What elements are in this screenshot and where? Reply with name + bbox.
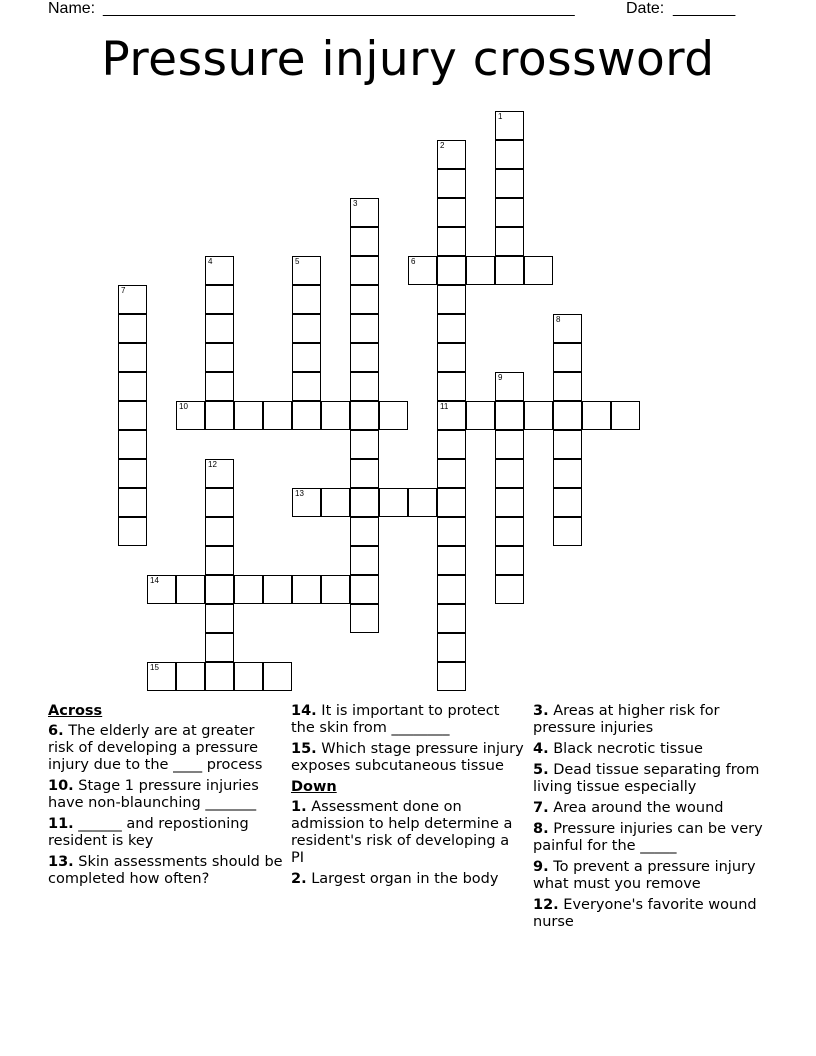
clue-number: 5 (295, 257, 300, 266)
grid-cell[interactable] (350, 517, 379, 546)
clue-number: 12 (208, 460, 217, 469)
grid-cell[interactable] (350, 343, 379, 372)
down-clue-7: 7. Area around the wound (533, 800, 724, 816)
grid-cell[interactable] (321, 401, 350, 430)
down-clue-12: 12. Everyone's favorite wound nurse (533, 897, 757, 930)
grid-cell[interactable] (437, 372, 466, 401)
grid-cell[interactable] (379, 488, 408, 517)
grid-cell[interactable] (234, 575, 263, 604)
grid-cell[interactable] (437, 169, 466, 198)
grid-cell[interactable] (321, 575, 350, 604)
grid-cell[interactable] (379, 401, 408, 430)
grid-cell[interactable] (350, 430, 379, 459)
grid-cell[interactable] (350, 372, 379, 401)
grid-cell[interactable] (176, 575, 205, 604)
grid-cell[interactable] (611, 401, 640, 430)
grid-cell[interactable] (292, 314, 321, 343)
grid-cell[interactable] (205, 372, 234, 401)
grid-cell[interactable] (350, 488, 379, 517)
grid-cell[interactable] (437, 227, 466, 256)
clue-number: 13 (295, 489, 304, 498)
grid-cell[interactable] (147, 662, 176, 691)
grid-cell[interactable] (118, 343, 147, 372)
grid-cell[interactable] (437, 575, 466, 604)
grid-cell[interactable] (205, 459, 234, 488)
across-clue-11: 11. ______ and repostioning resident is key (48, 816, 249, 849)
grid-cell[interactable] (495, 140, 524, 169)
grid-cell[interactable] (437, 517, 466, 546)
down-clue-3: 3. Areas at higher risk for pressure injuries (533, 703, 720, 736)
grid-cell[interactable] (582, 401, 611, 430)
grid-cell[interactable] (234, 662, 263, 691)
date-field[interactable]: _______ (673, 0, 736, 17)
grid-cell[interactable] (437, 459, 466, 488)
grid-cell[interactable] (350, 314, 379, 343)
grid-cell[interactable] (147, 575, 176, 604)
grid-cell[interactable] (350, 256, 379, 285)
grid-cell[interactable] (205, 633, 234, 662)
grid-cell[interactable] (118, 285, 147, 314)
across-clue-10: 10. Stage 1 pressure injuries have non-blaunching _______ (48, 778, 259, 811)
grid-cell[interactable] (495, 111, 524, 140)
grid-cell[interactable] (495, 546, 524, 575)
grid-cell[interactable] (176, 401, 205, 430)
grid-cell[interactable] (205, 401, 234, 430)
grid-cell[interactable] (495, 372, 524, 401)
grid-cell[interactable] (437, 546, 466, 575)
clue-number: 2 (440, 141, 445, 150)
grid-cell[interactable] (118, 517, 147, 546)
grid-cell[interactable] (205, 343, 234, 372)
down-clue-5: 5. Dead tissue separating from living tissue especially (533, 762, 760, 795)
clue-number: 11 (440, 402, 449, 411)
clue-number: 8 (556, 315, 561, 324)
grid-cell[interactable] (495, 488, 524, 517)
clue-number: 4 (208, 257, 213, 266)
across-heading: Across (48, 703, 103, 719)
down-clue-2: 2. Largest organ in the body (291, 871, 499, 887)
grid-cell[interactable] (350, 401, 379, 430)
grid-cell[interactable] (495, 517, 524, 546)
grid-cell[interactable] (408, 488, 437, 517)
grid-cell[interactable] (205, 575, 234, 604)
grid-cell[interactable] (437, 488, 466, 517)
grid-cell[interactable] (292, 575, 321, 604)
grid-cell[interactable] (466, 256, 495, 285)
grid-cell[interactable] (118, 401, 147, 430)
grid-cell[interactable] (553, 430, 582, 459)
grid-cell[interactable] (524, 256, 553, 285)
grid-cell[interactable] (553, 401, 582, 430)
grid-cell[interactable] (205, 285, 234, 314)
grid-cell[interactable] (321, 488, 350, 517)
grid-cell[interactable] (495, 198, 524, 227)
grid-cell[interactable] (553, 459, 582, 488)
grid-cell[interactable] (553, 488, 582, 517)
grid-cell[interactable] (350, 285, 379, 314)
across-clue-15: 15. Which stage pressure injury exposes subcutaneous tissue (291, 741, 524, 774)
grid-cell[interactable] (292, 285, 321, 314)
grid-cell[interactable] (118, 314, 147, 343)
down-clue-9: 9. To prevent a pressure injury what must you remove (533, 859, 756, 892)
name-field[interactable]: _____________________________________________________ (103, 0, 575, 17)
grid-cell[interactable] (437, 285, 466, 314)
grid-cell[interactable] (553, 517, 582, 546)
grid-cell[interactable] (495, 227, 524, 256)
grid-cell[interactable] (466, 401, 495, 430)
grid-cell[interactable] (553, 343, 582, 372)
grid-cell[interactable] (263, 401, 292, 430)
grid-cell[interactable] (263, 575, 292, 604)
grid-cell[interactable] (205, 546, 234, 575)
clue-number: 7 (121, 286, 126, 295)
grid-cell[interactable] (437, 401, 466, 430)
grid-cell[interactable] (495, 459, 524, 488)
grid-cell[interactable] (118, 372, 147, 401)
grid-cell[interactable] (553, 372, 582, 401)
grid-cell[interactable] (292, 401, 321, 430)
across-clue-6: 6. The elderly are at greater risk of developing a pressure injury due to the ____ process (48, 723, 263, 773)
grid-cell[interactable] (118, 459, 147, 488)
grid-cell[interactable] (495, 430, 524, 459)
clues-column-1 (48, 703, 283, 892)
grid-cell[interactable] (350, 459, 379, 488)
grid-cell[interactable] (350, 575, 379, 604)
grid-cell[interactable] (437, 198, 466, 227)
grid-cell[interactable] (205, 314, 234, 343)
grid-cell[interactable] (553, 314, 582, 343)
clue-number: 3 (353, 199, 358, 208)
clue-number: 15 (150, 663, 159, 672)
date-label: Date: (626, 0, 665, 17)
grid-cell[interactable] (205, 256, 234, 285)
grid-cell[interactable] (437, 343, 466, 372)
clues-column-2 (291, 703, 526, 892)
grid-cell[interactable] (437, 314, 466, 343)
grid-cell[interactable] (495, 169, 524, 198)
down-heading: Down (291, 779, 337, 795)
clues-column-3 (533, 703, 773, 935)
across-clue-13: 13. Skin assessments should be completed how often? (48, 854, 283, 887)
grid-cell[interactable] (437, 256, 466, 285)
grid-cell[interactable] (495, 401, 524, 430)
grid-cell[interactable] (205, 662, 234, 691)
grid-cell[interactable] (350, 546, 379, 575)
grid-cell[interactable] (437, 662, 466, 691)
clue-number: 1 (498, 112, 503, 121)
grid-cell[interactable] (437, 430, 466, 459)
grid-cell[interactable] (408, 256, 437, 285)
grid-cell[interactable] (437, 633, 466, 662)
grid-cell[interactable] (263, 662, 292, 691)
grid-cell[interactable] (205, 488, 234, 517)
grid-cell[interactable] (205, 604, 234, 633)
grid-cell[interactable] (292, 488, 321, 517)
grid-cell[interactable] (205, 517, 234, 546)
grid-cell[interactable] (437, 604, 466, 633)
grid-cell[interactable] (350, 227, 379, 256)
grid-cell[interactable] (292, 256, 321, 285)
grid-cell[interactable] (350, 604, 379, 633)
grid-cell[interactable] (495, 256, 524, 285)
grid-cell[interactable] (118, 430, 147, 459)
clue-number: 6 (411, 257, 416, 266)
grid-cell[interactable] (118, 488, 147, 517)
grid-cell[interactable] (495, 575, 524, 604)
down-clue-4: 4. Black necrotic tissue (533, 741, 703, 757)
grid-cell[interactable] (350, 198, 379, 227)
grid-cell[interactable] (437, 140, 466, 169)
page-title: Pressure injury crossword (101, 32, 715, 87)
across-clue-14: 14. It is important to protect the skin from ________ (291, 703, 500, 736)
grid-cell[interactable] (292, 343, 321, 372)
grid-cell[interactable] (292, 372, 321, 401)
grid-cell[interactable] (234, 401, 263, 430)
grid-cell[interactable] (524, 401, 553, 430)
clue-number: 10 (179, 402, 188, 411)
grid-cell[interactable] (176, 662, 205, 691)
down-clue-8: 8. Pressure injuries can be very painful for the _____ (533, 821, 763, 854)
clue-number: 9 (498, 373, 503, 382)
clue-number: 14 (150, 576, 159, 585)
down-clue-1: 1. Assessment done on admission to help determine a resident's risk of developing a PI (291, 799, 513, 866)
name-label: Name: (48, 0, 96, 17)
